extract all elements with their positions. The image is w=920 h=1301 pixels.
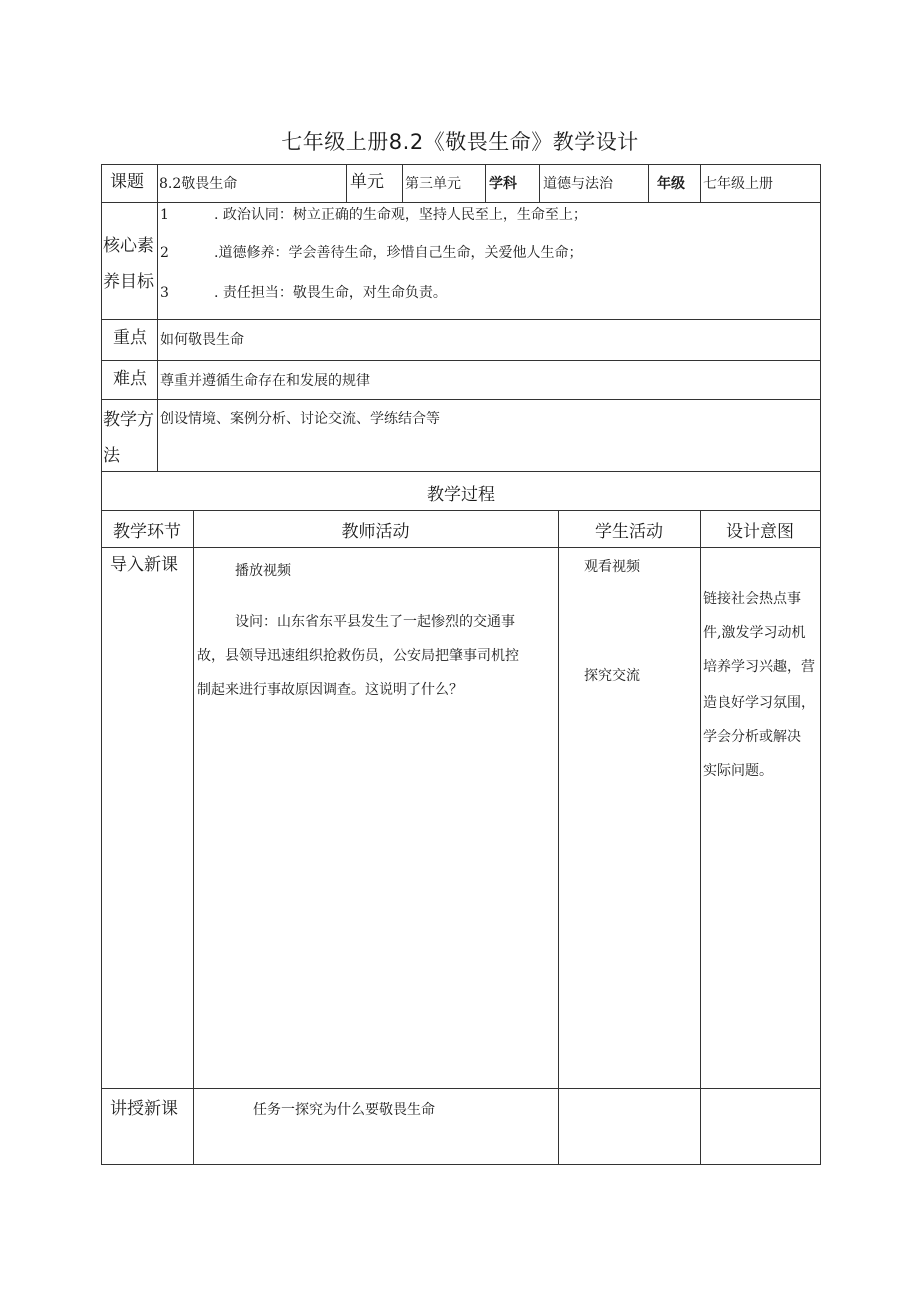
subject-label: 学科 (489, 176, 517, 192)
intent-line: 培养学习兴趣，营 (703, 659, 815, 675)
core-goal-num-3: 3 (160, 285, 169, 301)
grade-value: 七年级上册 (703, 176, 773, 192)
stage-new-lesson: 讲授新课 (110, 1099, 178, 1119)
student-intro-watch: 观看视频 (584, 559, 640, 575)
teacher-intro-video: 播放视频 (235, 563, 291, 579)
method-label-line1: 教学方 (103, 410, 154, 430)
difficulty-label: 难点 (113, 369, 147, 389)
unit-label: 单元 (350, 172, 384, 192)
column-header-teacher: 教师活动 (341, 522, 410, 542)
column-header-intent: 设计意图 (726, 522, 794, 542)
intent-line: 学会分析或解决 (703, 729, 801, 745)
key-point-value: 如何敬畏生命 (160, 332, 244, 348)
core-goal-num-1: 1 (160, 207, 169, 223)
core-label-line1: 核心素 (103, 236, 154, 256)
core-goal-text-1: . 政治认同：树立正确的生命观，坚持人民至上，生命至上； (214, 207, 587, 223)
method-label-line2: 法 (103, 446, 120, 466)
subject-value: 道德与法治 (543, 176, 613, 192)
page-title: 七年级上册8.2《敬畏生命》教学设计 (281, 130, 639, 154)
topic-label: 课题 (110, 172, 144, 192)
intent-line: 造良好学习氛围， (703, 695, 815, 711)
unit-value: 第三单元 (405, 176, 461, 192)
teacher-intro-line: 故，县领导迅速组织抢救伤员，公安局把肇事司机控 (197, 648, 519, 664)
teacher-new-lesson-task: 任务一探究为什么要敬畏生命 (253, 1102, 435, 1118)
student-intro-discuss: 探究交流 (584, 668, 640, 684)
process-title: 教学过程 (427, 485, 495, 505)
grade-label: 年级 (657, 176, 685, 192)
intent-line: 实际问题。 (703, 763, 773, 779)
difficulty-value: 尊重并遵循生命存在和发展的规律 (160, 373, 370, 389)
core-goal-text-2: .道德修养：学会善待生命，珍惜自己生命，关爱他人生命； (214, 245, 583, 261)
intent-line: 件,激发学习动机 (703, 625, 806, 641)
key-point-label: 重点 (113, 328, 147, 348)
teacher-intro-line: 制起来进行事故原因调查。这说明了什么？ (197, 682, 463, 698)
core-goal-text-3: . 责任担当：敬畏生命，对生命负责。 (214, 285, 447, 301)
core-label-line2: 养目标 (103, 272, 154, 292)
column-header-student: 学生活动 (595, 522, 663, 542)
column-header-stage: 教学环节 (113, 522, 181, 542)
intent-line: 链接社会热点事 (703, 591, 801, 607)
teacher-intro-line: 设问：山东省东平县发生了一起惨烈的交通事 (235, 614, 515, 630)
topic-value: 8.2敬畏生命 (159, 176, 238, 192)
core-goal-num-2: 2 (160, 245, 169, 261)
method-value: 创设情境、案例分析、讨论交流、学练结合等 (160, 411, 440, 427)
stage-intro: 导入新课 (110, 555, 178, 575)
